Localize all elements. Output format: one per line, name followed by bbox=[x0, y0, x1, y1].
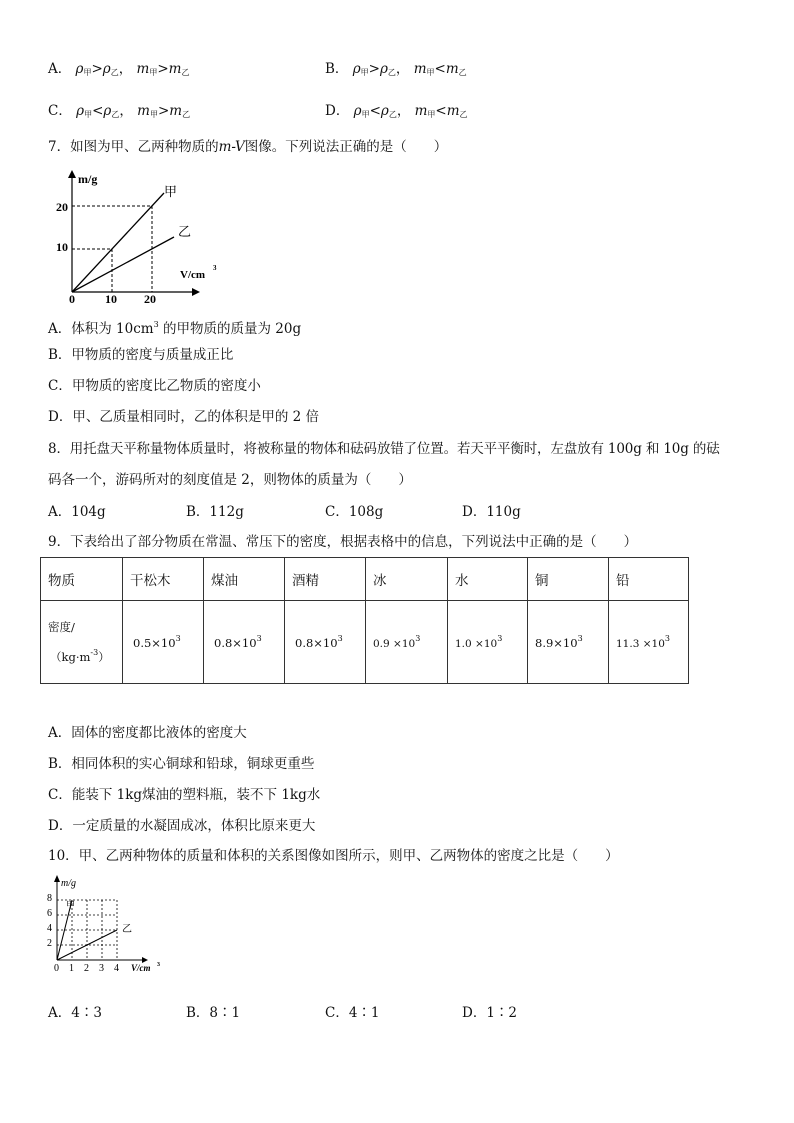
cell-exp: 3 bbox=[415, 634, 421, 643]
row-label-line1: 密度/ bbox=[48, 620, 75, 634]
option-text: D．甲、乙质量相同时，乙的体积是甲的 2 倍 bbox=[48, 409, 319, 425]
q7-option-b[interactable] bbox=[48, 346, 233, 364]
y-tick-8: 8 bbox=[47, 893, 52, 904]
option-letter: D． bbox=[325, 103, 350, 119]
rho-symbol: ρ bbox=[380, 103, 389, 119]
m-symbol: m bbox=[445, 61, 459, 77]
x-tick-2: 2 bbox=[84, 963, 89, 974]
q10-stem: 10．甲、乙两种物体的质量和体积的关系图像如图所示，则甲、乙两物体的密度之比是（ ） bbox=[48, 848, 619, 864]
m-symbol: m bbox=[168, 61, 182, 77]
rho-symbol: ρ bbox=[353, 103, 362, 119]
sub-yi: 乙 bbox=[110, 68, 119, 77]
sub-jia: 甲 bbox=[361, 110, 370, 119]
q10-graph bbox=[44, 874, 168, 978]
q10-option-a[interactable]: A．4∶3 bbox=[48, 1005, 102, 1021]
comma: ， bbox=[119, 103, 133, 119]
option-letter: A． bbox=[48, 61, 72, 77]
rho-symbol: ρ bbox=[102, 61, 111, 77]
table-cell bbox=[204, 601, 285, 684]
x-tick-20: 20 bbox=[144, 292, 156, 306]
series-label-jia: 甲 bbox=[66, 900, 76, 910]
x-tick-0: 0 bbox=[54, 963, 59, 974]
relation: > bbox=[91, 61, 103, 77]
q6-option-b[interactable] bbox=[325, 60, 467, 82]
cell-exp: 3 bbox=[664, 634, 670, 643]
q8-option-c[interactable]: C．108g bbox=[325, 504, 384, 520]
relation: > bbox=[368, 61, 380, 77]
cell-exp: 3 bbox=[337, 634, 343, 643]
series-label-jia: 甲 bbox=[164, 184, 178, 199]
rho-symbol: ρ bbox=[75, 61, 84, 77]
sub-jia: 甲 bbox=[149, 110, 158, 119]
table-header-row bbox=[41, 558, 689, 601]
q10-option-d[interactable]: D．1∶2 bbox=[462, 1005, 518, 1021]
row-label-close: ） bbox=[98, 650, 110, 664]
q9-option-d[interactable]: D．一定质量的水凝固成冰，体积比原来更大 bbox=[48, 818, 316, 834]
x-axis-arrow bbox=[192, 288, 200, 296]
sub-yi: 乙 bbox=[111, 110, 120, 119]
q6-option-d[interactable] bbox=[325, 102, 468, 124]
table-header-cell: 酒精 bbox=[285, 558, 366, 601]
table-header-cell: 煤油 bbox=[204, 558, 285, 601]
cell-base: 11.3 ×10 bbox=[616, 638, 665, 650]
m-symbol: m bbox=[446, 103, 460, 119]
relation: < bbox=[369, 103, 381, 119]
sub-jia: 甲 bbox=[149, 68, 158, 77]
m-symbol: m bbox=[169, 103, 183, 119]
series-line-yi bbox=[72, 237, 174, 292]
sub-yi: 乙 bbox=[458, 68, 467, 77]
rho-symbol: ρ bbox=[352, 61, 361, 77]
sub-jia: 甲 bbox=[84, 110, 93, 119]
y-axis-arrow bbox=[54, 875, 60, 882]
q6-option-a[interactable] bbox=[48, 60, 189, 82]
table-row-label bbox=[41, 601, 123, 684]
cell-base: 1.0 ×10 bbox=[455, 638, 498, 650]
m-symbol: m bbox=[413, 61, 427, 77]
option-letter: C． bbox=[48, 103, 72, 119]
option-text-end: 的甲物质的质量为 20g bbox=[158, 321, 302, 337]
table-cell bbox=[123, 601, 204, 684]
y-tick-2: 2 bbox=[47, 938, 52, 949]
sub-yi: 乙 bbox=[182, 110, 191, 119]
table-header-cell: 水 bbox=[448, 558, 528, 601]
q6-option-c[interactable] bbox=[48, 102, 190, 124]
series-label-yi: 乙 bbox=[178, 224, 192, 239]
q7-graph bbox=[52, 166, 220, 306]
sub-jia: 甲 bbox=[427, 110, 436, 119]
q8-stem-line1: 8．用托盘天平称量物体质量时，将被称量的物体和砝码放错了位置。若天平平衡时，左盘放有 100g 和 10g 的砝 bbox=[48, 441, 720, 457]
cell-exp: 3 bbox=[256, 634, 262, 643]
q9-option-b[interactable]: B．相同体积的实心铜球和铅球，铜球更重些 bbox=[48, 756, 315, 772]
comma: ， bbox=[396, 103, 411, 119]
q7-stem-italic: m-V bbox=[218, 139, 245, 155]
option-text: A．体积为 10cm bbox=[48, 321, 154, 337]
series-label-yi: 乙 bbox=[122, 924, 132, 935]
table-header-cell: 物质 bbox=[41, 558, 123, 601]
y-tick-4: 4 bbox=[47, 923, 52, 934]
table-cell bbox=[448, 601, 528, 684]
rho-symbol: ρ bbox=[103, 103, 112, 119]
x-axis-label-sup: 3 bbox=[157, 962, 160, 968]
option-sup: 3 bbox=[153, 320, 159, 329]
q7-stem-text: 7．如图为甲、乙两种物质的 bbox=[48, 139, 219, 155]
q7-option-d[interactable] bbox=[48, 408, 319, 426]
q8-option-b[interactable]: B．112g bbox=[186, 504, 244, 520]
cell-base: 0.8×10 bbox=[214, 636, 257, 650]
table-cell bbox=[609, 601, 689, 684]
relation: > bbox=[157, 61, 169, 77]
sub-yi: 乙 bbox=[388, 110, 397, 119]
q8-option-d[interactable]: D．110g bbox=[462, 504, 521, 520]
sub-yi: 乙 bbox=[387, 68, 396, 77]
sub-jia: 甲 bbox=[83, 68, 92, 77]
table-cell bbox=[528, 601, 609, 684]
q7-stem bbox=[48, 138, 447, 156]
comma: ， bbox=[395, 61, 410, 77]
x-tick-0: 0 bbox=[69, 292, 75, 306]
row-label-sup: -3 bbox=[90, 648, 99, 657]
option-text: B．甲物质的密度与质量成正比 bbox=[48, 347, 234, 363]
relation: < bbox=[435, 103, 447, 119]
x-axis-label: V/cm bbox=[131, 963, 151, 973]
q8-stem-line2: 码各一个，游码所对的刻度值是 2，则物体的质量为（ ） bbox=[48, 472, 412, 488]
q8-option-a[interactable]: A．104g bbox=[48, 504, 106, 520]
cell-exp: 3 bbox=[577, 634, 583, 643]
q9-stem: 9．下表给出了部分物质在常温、常压下的密度，根据表格中的信息，下列说法中正确的是（ ） bbox=[48, 534, 638, 550]
cell-exp: 3 bbox=[175, 634, 181, 643]
sub-yi: 乙 bbox=[181, 68, 190, 77]
y-tick-20: 20 bbox=[56, 200, 68, 214]
y-axis-arrow bbox=[68, 170, 76, 178]
q7-stem-end: 图像。下列说法正确的是（ ） bbox=[244, 139, 448, 155]
sub-jia: 甲 bbox=[426, 68, 435, 77]
q7-option-a[interactable] bbox=[48, 316, 301, 338]
relation: > bbox=[157, 103, 170, 119]
q10-option-b[interactable]: B．8∶1 bbox=[186, 1005, 241, 1021]
q10-option-c[interactable]: C．4∶1 bbox=[325, 1005, 380, 1021]
m-symbol: m bbox=[136, 61, 150, 77]
relation: < bbox=[434, 61, 446, 77]
series-line-jia bbox=[72, 193, 164, 292]
relation: < bbox=[92, 103, 104, 119]
q7-option-c[interactable] bbox=[48, 377, 261, 395]
density-table bbox=[40, 557, 689, 684]
option-text: C．甲物质的密度比乙物质的密度小 bbox=[48, 378, 261, 394]
y-tick-10: 10 bbox=[56, 240, 68, 254]
m-symbol: m bbox=[137, 103, 150, 119]
sub-jia: 甲 bbox=[360, 68, 369, 77]
rho-symbol: ρ bbox=[379, 61, 388, 77]
option-letter: B． bbox=[325, 61, 349, 77]
x-tick-10: 10 bbox=[105, 292, 117, 306]
row-label-unit: （kg·m bbox=[50, 650, 91, 664]
q9-option-c[interactable]: C．能装下 1kg煤油的塑料瓶，装不下 1kg水 bbox=[48, 787, 321, 803]
cell-base: 0.8×10 bbox=[295, 636, 338, 650]
sub-yi: 乙 bbox=[459, 110, 468, 119]
y-axis-label: m/g bbox=[61, 878, 76, 889]
x-tick-4: 4 bbox=[114, 963, 119, 974]
x-tick-1: 1 bbox=[69, 963, 74, 974]
cell-base: 0.5×10 bbox=[133, 636, 176, 650]
row-label-line2 bbox=[48, 640, 115, 670]
table-cell bbox=[285, 601, 366, 684]
table-header-cell: 铅 bbox=[609, 558, 689, 601]
cell-base: 0.9 ×10 bbox=[373, 638, 416, 650]
x-axis-label-sup: 3 bbox=[213, 264, 217, 272]
cell-exp: 3 bbox=[497, 634, 503, 643]
table-row bbox=[41, 601, 689, 684]
q9-option-a[interactable]: A．固体的密度都比液体的密度大 bbox=[48, 725, 247, 741]
m-symbol: m bbox=[414, 103, 428, 119]
comma: ， bbox=[118, 61, 133, 77]
table-header-cell: 铜 bbox=[528, 558, 609, 601]
x-axis-label: V/cm bbox=[180, 269, 206, 281]
table-cell bbox=[366, 601, 448, 684]
y-axis-label: m/g bbox=[78, 172, 98, 186]
y-tick-6: 6 bbox=[47, 908, 52, 919]
table-header-cell: 冰 bbox=[366, 558, 448, 601]
cell-base: 8.9×10 bbox=[535, 636, 578, 650]
rho-symbol: ρ bbox=[76, 103, 85, 119]
table-header-cell: 干松木 bbox=[123, 558, 204, 601]
x-tick-3: 3 bbox=[99, 963, 104, 974]
